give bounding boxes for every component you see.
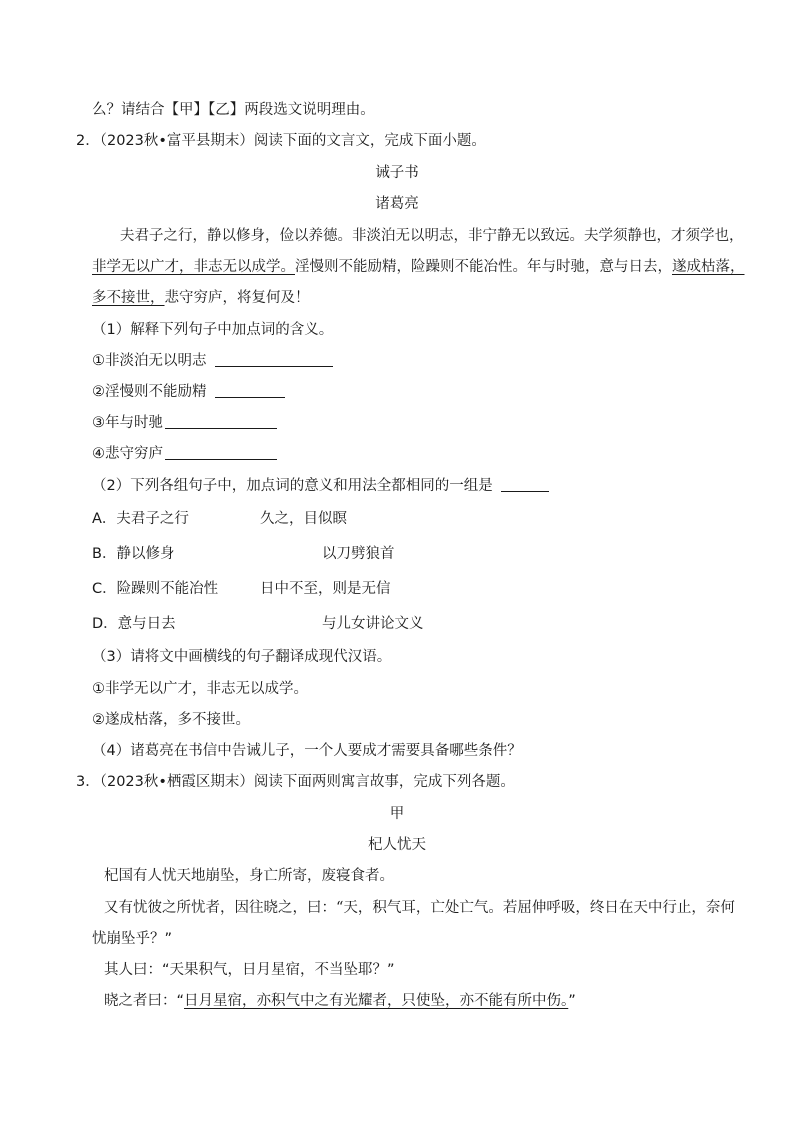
underlined-sentence-2a: 遂成枯落，: [672, 259, 745, 275]
translate-item-2: ②遂成枯落，多不接世。: [92, 712, 250, 728]
question-1-tail: 么？请结合【甲】【乙】两段选文说明理由。: [92, 102, 375, 118]
question-2-heading: 2．（2023秋•富平县期末）阅读下面的文言文，完成下面小题。: [76, 133, 486, 149]
translate-item-1: ①非学无以广才，非志无以成学。: [92, 681, 308, 697]
passage-line-1: 夫君子之行，静以修身，俭以养德。非淡泊无以明志，非宁静无以致远。夫学须静也，才须学也，: [120, 228, 744, 244]
item-3: ③年与时驰: [92, 413, 277, 433]
answer-blank[interactable]: [165, 414, 277, 429]
question-3-heading: 3．（2023秋•栖霞区期末）阅读下面两则寓言故事，完成下列各题。: [76, 774, 515, 790]
option-a-pair: 久之，目似瞑: [260, 511, 347, 527]
story-label: 甲: [389, 806, 405, 822]
underlined-sentence-3: 日月星宿，亦积气中之有光耀者，只使坠，亦不能有所中伤。: [184, 993, 569, 1009]
answer-blank[interactable]: [215, 383, 285, 398]
option-c-pair: 日中不至，则是无信: [260, 581, 391, 597]
option-b: B．静以修身: [92, 546, 175, 562]
story-line-5: 晓之者曰：“日月星宿，亦积气中之有光耀者，只使坠，亦不能有所中伤。”: [104, 993, 576, 1009]
option-c: C．险躁则不能冶性: [92, 581, 219, 597]
answer-blank[interactable]: [501, 477, 549, 492]
passage-line-3: 多不接世，悲守穷庐，将复何及！: [92, 290, 310, 306]
story-line-2: 又有忧彼之所忧者，因往晓之，曰：“天，积气耳，亡处亡气。若屈伸呼吸，终日在天中行止，奈何: [104, 900, 735, 916]
passage-title: 诫子书: [375, 165, 419, 181]
subquestion-1: （1）解释下列句子中加点词的含义。: [92, 322, 334, 338]
answer-blank[interactable]: [165, 445, 277, 460]
item-4: ④悲守穷庐: [92, 444, 277, 464]
option-d: D．意与日去: [92, 616, 176, 632]
subquestion-3: （3）请将文中画横线的句子翻译成现代汉语。: [92, 649, 392, 665]
option-b-pair: 以刀劈狼首: [322, 546, 395, 562]
story-line-4: 其人曰：“天果积气，日月星宿，不当坠耶？”: [104, 962, 395, 978]
story-line-1: 杞国有人忧天地崩坠，身亡所寄，废寝食者。: [104, 868, 394, 884]
option-d-pair: 与儿女讲论文义: [322, 616, 424, 632]
story-title: 杞人忧天: [368, 837, 426, 853]
subquestion-2: （2）下列各组句子中，加点词的意义和用法全都相同的一组是: [92, 476, 549, 496]
passage-author: 诸葛亮: [375, 196, 419, 212]
option-a: A．夫君子之行: [92, 511, 189, 527]
item-2: ②淫慢则不能励精: [92, 382, 285, 402]
answer-blank[interactable]: [215, 352, 333, 367]
story-line-3: 忧崩坠乎？”: [92, 931, 173, 947]
passage-line-2: 非学无以广才，非志无以成学。淫慢则不能励精，险躁则不能冶性。年与时驰，意与日去，遂成枯落，: [92, 259, 745, 275]
underlined-sentence-1: 非学无以广才，非志无以成学。: [92, 259, 295, 275]
underlined-sentence-2b: 多不接世，: [92, 290, 165, 306]
subquestion-4: （4）诸葛亮在书信中告诫儿子，一个人要成才需要具备哪些条件？: [92, 743, 522, 759]
item-1: ①非淡泊无以明志: [92, 351, 333, 371]
